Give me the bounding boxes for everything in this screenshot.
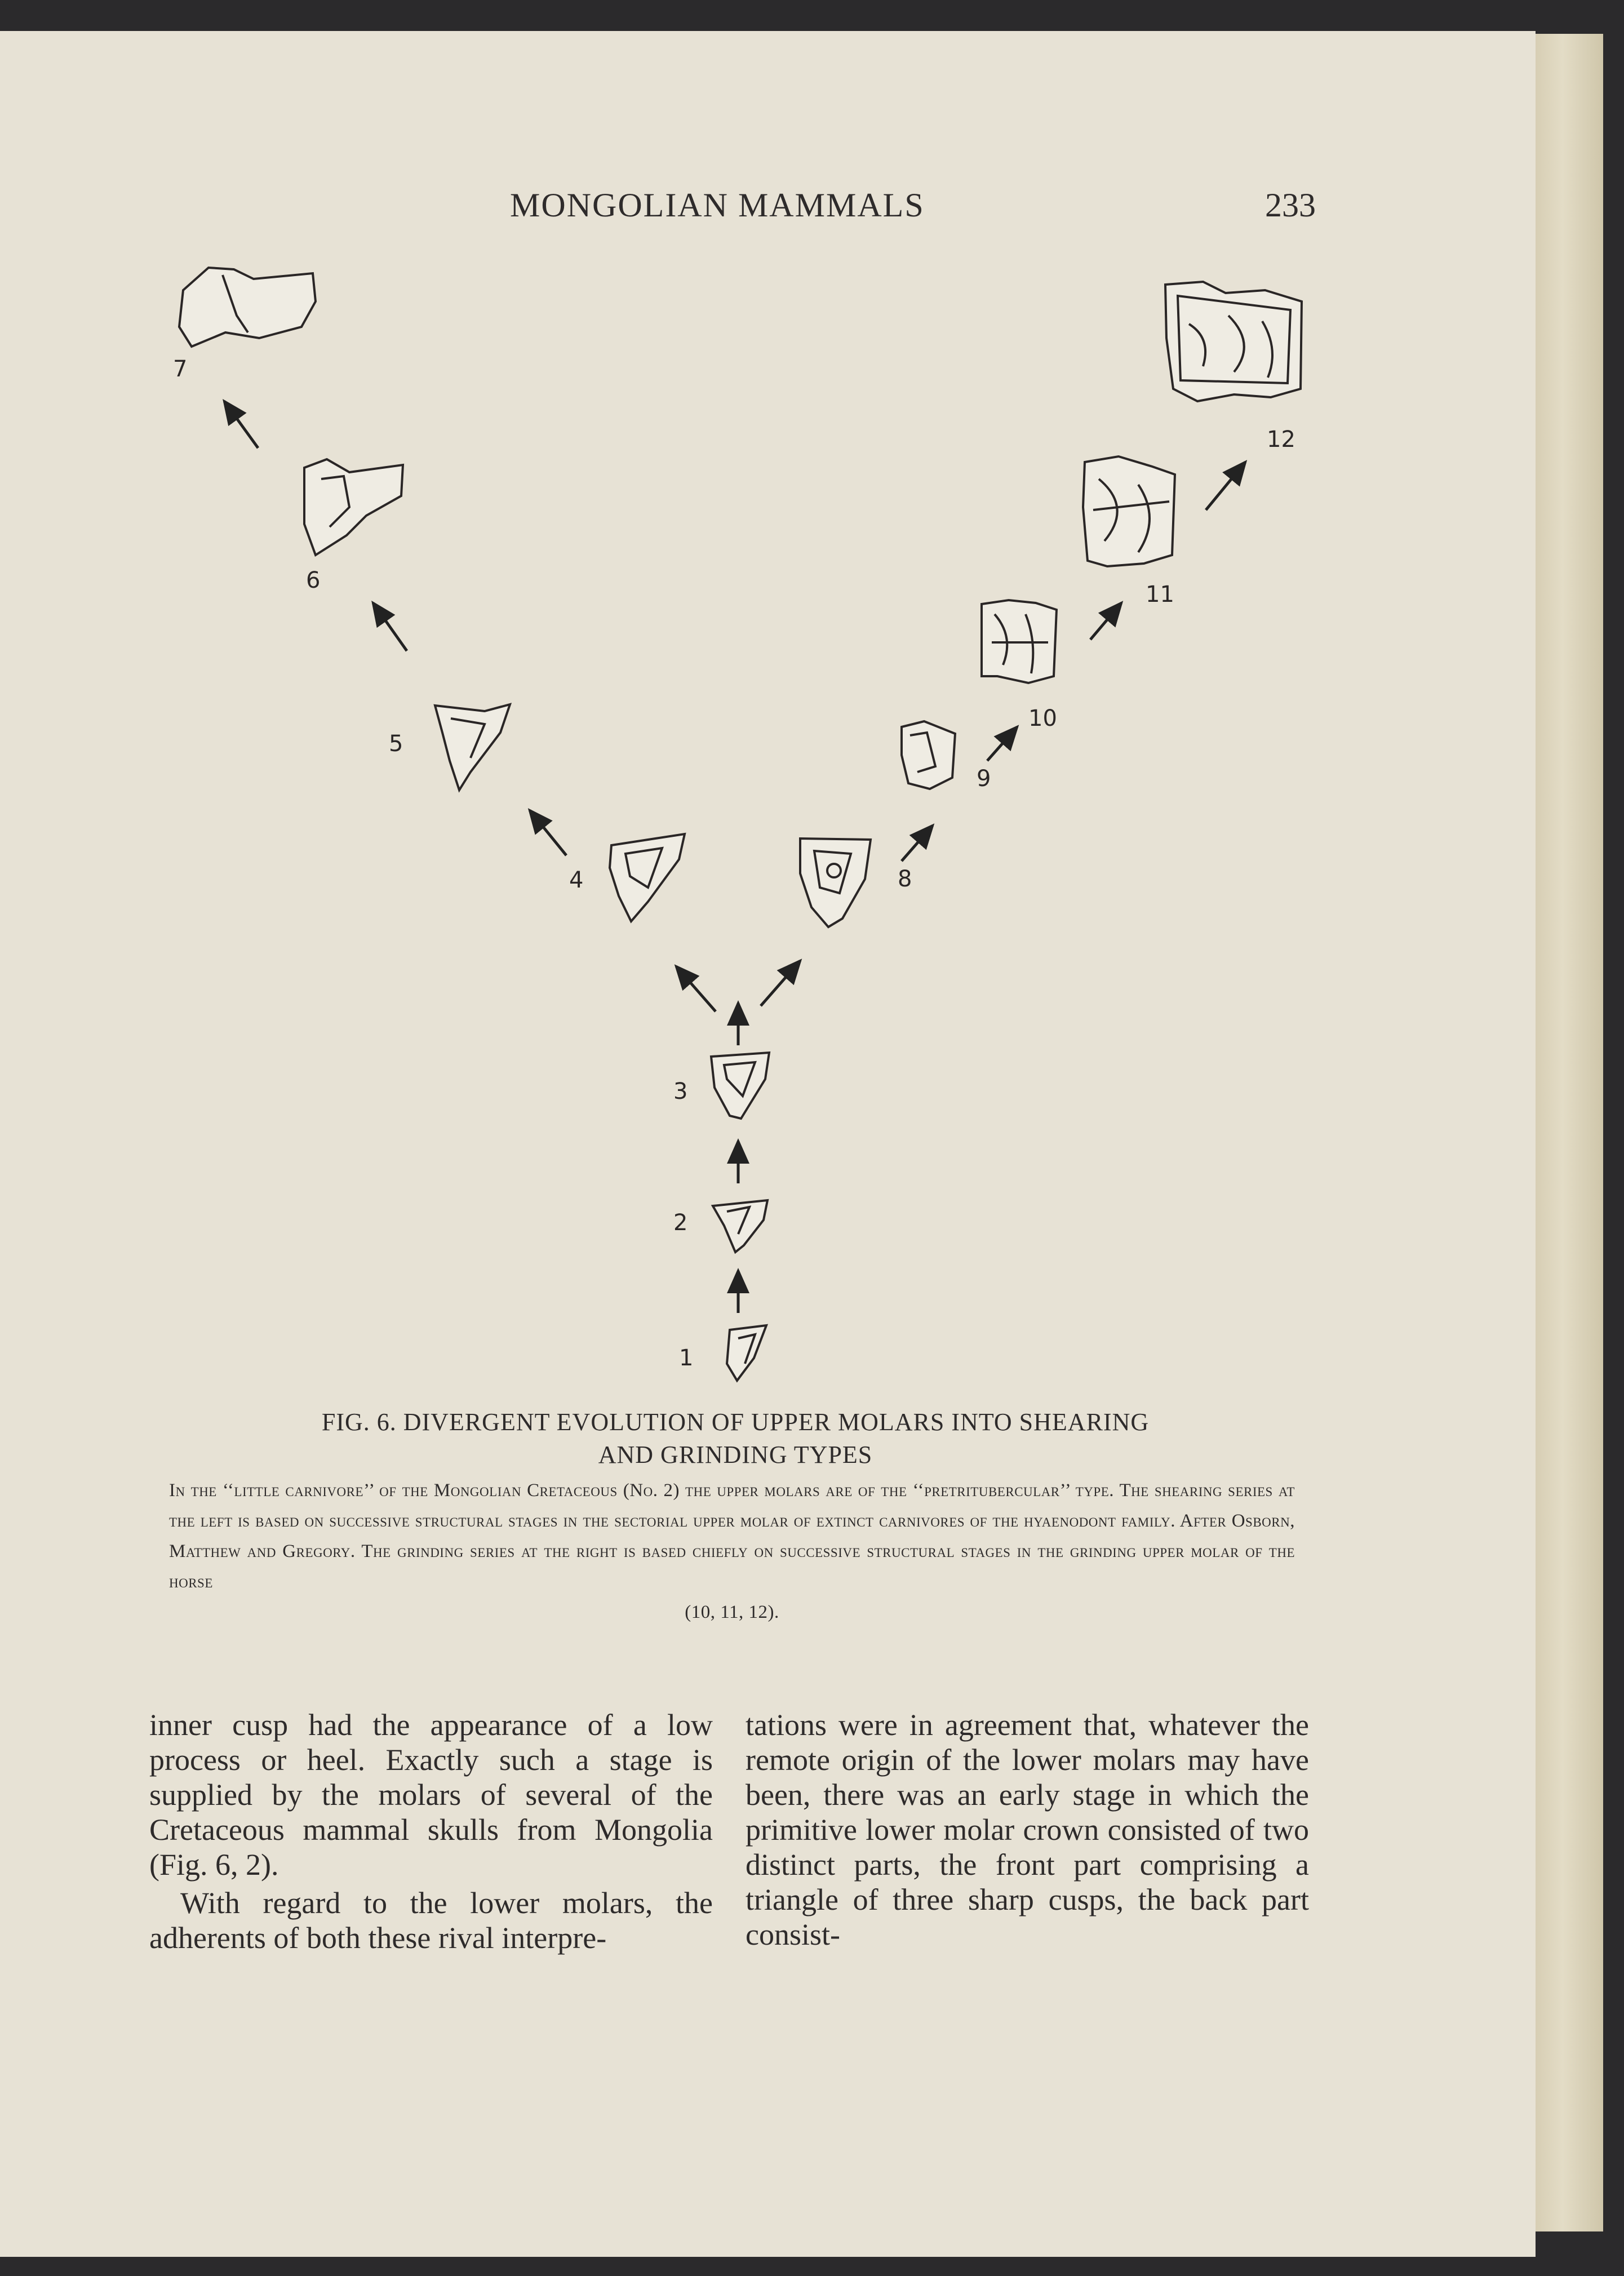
arrow-8-9 [902,826,933,861]
molar-drawings [179,268,1302,1381]
molar-11 [1083,456,1175,566]
caption-title-line-1: FIG. 6. DIVERGENT EVOLUTION OF UPPER MOLARS INTO SHEARING [321,1408,1150,1436]
caption-title-line-2: AND GRINDING TYPES [598,1441,873,1468]
stage-label-2: 2 [673,1210,688,1236]
figure-caption-title [169,1406,1302,1471]
arrow-6-7 [224,401,258,448]
molar-7 [179,268,316,347]
molar-9 [902,721,955,789]
stage-label-9: 9 [977,766,991,792]
stage-label-12: 12 [1267,427,1295,452]
paragraph: inner cusp had the appearance of a low process or heel. Exactly such a stage is supplied by the molars of several of the Cretaceous mammal skulls from Mongolia (Fig. 6, 2). [149,1708,713,1882]
stage-label-10: 10 [1028,706,1057,731]
arrow-3-8 [761,961,800,1006]
molar-12 [1165,282,1302,401]
stage-label-4: 4 [569,867,584,893]
molar-8 [800,838,871,927]
molar-3 [711,1053,769,1119]
stage-label-6: 6 [306,567,321,593]
molar-1 [727,1325,766,1381]
text-column-right [746,1707,1309,1952]
page-number: 233 [1265,187,1316,224]
molar-4 [610,834,685,921]
text-column-left [149,1707,713,1955]
molar-2 [713,1200,767,1252]
figure-caption-body [169,1475,1295,1627]
stage-label-7: 7 [173,356,188,382]
arrow-11-12 [1206,462,1245,510]
caption-body-text: In the ‘‘little carnivore’’ of the Mongolian Cretaceous (No. 2) the upper molars are of the ‘‘pretritubercular’’ type. The shearing series at the left is based on successive structural stages in the sectorial upper molar of extinct carnivores of the hyaenodont family. After Osborn, Matthew and Gregory. The grinding series at the right is based chiefly on successive structural stages in the grinding upper molar of the horse [169,1480,1295,1592]
stage-label-11: 11 [1146,582,1174,607]
stage-label-3: 3 [673,1079,688,1104]
stage-label-5: 5 [389,731,403,757]
arrow-9-10 [987,727,1017,761]
arrow-4-5 [530,810,566,855]
molar-10 [982,600,1057,683]
caption-body-end: (10, 11, 12). [685,1602,779,1622]
arrow-3-4 [676,966,716,1011]
molar-5 [435,704,510,790]
molar-6 [304,459,403,555]
stage-label-8: 8 [898,866,912,892]
running-title: MONGOLIAN MAMMALS [510,187,925,224]
arrow-10-11 [1090,603,1121,640]
stage-label-1: 1 [679,1345,694,1371]
arrow-5-6 [373,603,407,651]
paragraph: tations were in agreement that, whatever the remote origin of the lower molars may have been, there was an early stage in which the primitive lower molar crown consisted of two distinct parts, the front part comprising a triangle of three sharp cusps, the back part consist- [746,1708,1309,1951]
paragraph: With regard to the lower molars, the adherents of both these rival interpre- [149,1886,713,1955]
